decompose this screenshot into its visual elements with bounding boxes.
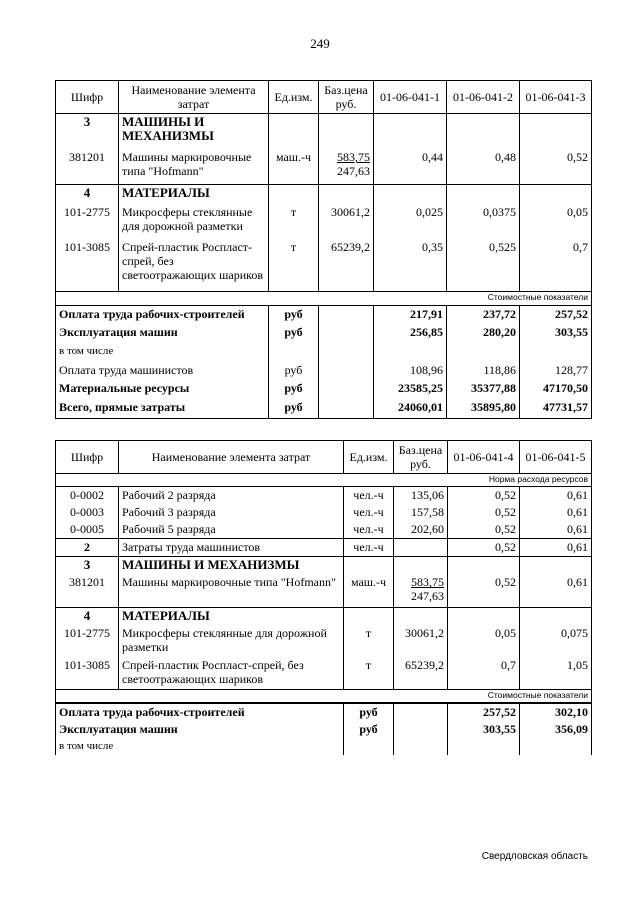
cost-row <box>56 399 592 418</box>
resource-norm-note: Норма расхода ресурсов <box>56 474 592 487</box>
cost-value-5: 356,09 <box>520 721 592 738</box>
cost-row <box>56 721 592 738</box>
table-row <box>56 486 592 504</box>
header-unit: Ед.изм. <box>344 441 394 474</box>
cost-value-2: 280,20 <box>447 324 520 343</box>
table-row <box>56 539 592 557</box>
row-code: 0-0005 <box>56 521 119 539</box>
cost-value-3: 128,77 <box>520 362 592 381</box>
cost-value-3: 47170,50 <box>520 380 592 399</box>
cost-value-2: 237,72 <box>447 305 520 324</box>
cost-value-1: 23585,25 <box>374 380 447 399</box>
row-price <box>394 574 448 607</box>
row-unit: т <box>269 204 319 239</box>
table-row <box>56 504 592 521</box>
resource-table-1 <box>55 80 592 419</box>
row-unit: т <box>344 625 394 657</box>
section-row-machines <box>56 557 592 575</box>
cost-value-1: 256,85 <box>374 324 447 343</box>
row-code: 101-3085 <box>56 239 119 291</box>
row-code: 101-2775 <box>56 625 119 657</box>
cost-value-2: 35895,80 <box>447 399 520 418</box>
row-name: Машины маркировочные типа "Hofmann" <box>119 149 269 185</box>
row-code: 101-3085 <box>56 657 119 690</box>
cost-value-5: 302,10 <box>520 703 592 721</box>
table-row <box>56 574 592 607</box>
row-name: Спрей-пластик Роспласт-спрей, без светоотражающих шариков <box>119 657 344 690</box>
cost-row <box>56 305 592 324</box>
cost-row <box>56 324 592 343</box>
table-row <box>56 657 592 690</box>
row-code: 381201 <box>56 149 119 185</box>
section-row-materials <box>56 607 592 625</box>
row-name: Рабочий 2 разряда <box>119 486 344 504</box>
cost-value-4: 257,52 <box>448 703 520 721</box>
cost-name: Эксплуатация машин <box>56 324 269 343</box>
row-value-4: 0,05 <box>448 625 520 657</box>
header-base-price: Баз.цена руб. <box>394 441 448 474</box>
header-col-041-5: 01-06-041-5 <box>520 441 592 474</box>
row-name: Машины маркировочные типа "Hofmann" <box>119 574 344 607</box>
row-value-1: 0,025 <box>374 204 447 239</box>
cost-name: в том числе <box>56 343 269 362</box>
header-code: Шифр <box>56 441 119 474</box>
section-number: 4 <box>56 607 119 625</box>
cost-name: Материальные ресурсы <box>56 380 269 399</box>
cost-row <box>56 703 592 721</box>
header-col-041-1: 01-06-041-1 <box>374 81 447 114</box>
section-title: МАТЕРИАЛЫ <box>119 185 269 204</box>
row-name: Микросферы стеклянные для дорожной разметки <box>119 625 344 657</box>
table-header-row <box>56 441 592 474</box>
cost-value-2: 35377,88 <box>447 380 520 399</box>
price-top: 583,75 <box>411 575 444 590</box>
section-number: 4 <box>56 185 119 204</box>
row-value-3: 0,05 <box>520 204 592 239</box>
cost-name: Оплата труда рабочих-строителей <box>56 305 269 324</box>
row-value-5: 0,61 <box>520 521 592 539</box>
row-value-2: 0,48 <box>447 149 520 185</box>
row-price: 65239,2 <box>394 657 448 690</box>
section-title: МАШИНЫ И МЕХАНИЗМЫ <box>119 557 344 575</box>
row-unit: чел.-ч <box>344 486 394 504</box>
row-price: 65239,2 <box>319 239 374 291</box>
resource-table-2 <box>55 440 592 755</box>
row-code: 381201 <box>56 574 119 607</box>
section-title: МАТЕРИАЛЫ <box>119 607 344 625</box>
row-unit: чел.-ч <box>344 521 394 539</box>
cost-unit: руб <box>269 305 319 324</box>
row-name: Спрей-пластик Роспласт-спрей, без светоотражающих шариков <box>119 239 269 291</box>
row-price <box>319 149 374 185</box>
cost-value-1: 24060,01 <box>374 399 447 418</box>
cost-unit: руб <box>344 703 394 721</box>
cost-unit: руб <box>269 324 319 343</box>
row-value-1: 0,35 <box>374 239 447 291</box>
section-number: 3 <box>56 114 119 150</box>
norm-note-row <box>56 474 592 487</box>
row-value-4: 0,52 <box>448 486 520 504</box>
cost-name: Всего, прямые затраты <box>56 399 269 418</box>
table-row <box>56 204 592 239</box>
cost-name: Эксплуатация машин <box>56 721 344 738</box>
price-bottom: 247,63 <box>411 589 444 604</box>
row-code: 101-2775 <box>56 204 119 239</box>
cost-value-2: 118,86 <box>447 362 520 381</box>
cost-row <box>56 380 592 399</box>
row-name: Микросферы стеклянные для дорожной разметки <box>119 204 269 239</box>
table-header-row <box>56 81 592 114</box>
row-price: 157,58 <box>394 504 448 521</box>
cost-unit: руб <box>269 362 319 381</box>
row-price: 30061,2 <box>319 204 374 239</box>
section-title: МАШИНЫ И МЕХАНИЗМЫ <box>119 114 269 150</box>
table-row <box>56 625 592 657</box>
row-value-5: 0,61 <box>520 539 592 557</box>
cost-value-1: 108,96 <box>374 362 447 381</box>
row-name: Рабочий 3 разряда <box>119 504 344 521</box>
cost-value-4: 303,55 <box>448 721 520 738</box>
row-name: Рабочий 5 разряда <box>119 521 344 539</box>
row-unit: маш.-ч <box>344 574 394 607</box>
row-value-4: 0,52 <box>448 539 520 557</box>
cost-row <box>56 738 592 755</box>
row-unit: т <box>344 657 394 690</box>
cost-unit: руб <box>269 380 319 399</box>
row-code: 0-0003 <box>56 504 119 521</box>
cost-indicators-note: Стоимостные показатели <box>56 291 592 305</box>
page-number: 249 <box>310 36 330 51</box>
cost-name: Оплата труда рабочих-строителей <box>56 703 344 721</box>
header-col-041-3: 01-06-041-3 <box>520 81 592 114</box>
row-value-4: 0,52 <box>448 504 520 521</box>
row-code: 2 <box>56 539 119 557</box>
row-value-5: 0,61 <box>520 486 592 504</box>
header-name: Наименование элемента затрат <box>119 441 344 474</box>
cost-indicators-note: Стоимостные показатели <box>56 689 592 702</box>
row-unit: чел.-ч <box>344 504 394 521</box>
row-unit: т <box>269 239 319 291</box>
price-bottom: 247,63 <box>337 164 370 179</box>
row-value-3: 0,7 <box>520 239 592 291</box>
header-col-041-2: 01-06-041-2 <box>447 81 520 114</box>
section-number: 3 <box>56 557 119 575</box>
row-value-5: 0,075 <box>520 625 592 657</box>
cost-value-3: 303,55 <box>520 324 592 343</box>
row-code: 0-0002 <box>56 486 119 504</box>
header-col-041-4: 01-06-041-4 <box>448 441 520 474</box>
header-base-price: Баз.цена руб. <box>319 81 374 114</box>
row-price: 135,06 <box>394 486 448 504</box>
table-row <box>56 239 592 291</box>
section-row-machines <box>56 114 592 150</box>
row-price: 30061,2 <box>394 625 448 657</box>
cost-unit: руб <box>269 399 319 418</box>
section-row-materials <box>56 185 592 204</box>
row-value-4: 0,7 <box>448 657 520 690</box>
row-value-3: 0,52 <box>520 149 592 185</box>
cost-name: в том числе <box>56 738 344 755</box>
table-row <box>56 149 592 185</box>
header-name: Наименование элемента затрат <box>119 81 269 114</box>
cost-note-row <box>56 689 592 702</box>
footer-region: Свердловская область <box>481 851 588 862</box>
table-row <box>56 521 592 539</box>
row-unit: чел.-ч <box>344 539 394 557</box>
header-unit: Ед.изм. <box>269 81 319 114</box>
row-value-4: 0,52 <box>448 521 520 539</box>
cost-unit: руб <box>344 721 394 738</box>
cost-name: Оплата труда машинистов <box>56 362 269 381</box>
cost-note-row <box>56 291 592 305</box>
cost-value-3: 257,52 <box>520 305 592 324</box>
cost-value-1: 217,91 <box>374 305 447 324</box>
row-value-2: 0,0375 <box>447 204 520 239</box>
row-price: 202,60 <box>394 521 448 539</box>
row-value-4: 0,52 <box>448 574 520 607</box>
header-code: Шифр <box>56 81 119 114</box>
row-value-5: 1,05 <box>520 657 592 690</box>
row-unit: маш.-ч <box>269 149 319 185</box>
cost-row <box>56 362 592 381</box>
row-value-5: 0,61 <box>520 504 592 521</box>
row-name: Затраты труда машинистов <box>119 539 344 557</box>
row-value-2: 0,525 <box>447 239 520 291</box>
row-value-1: 0,44 <box>374 149 447 185</box>
cost-value-3: 47731,57 <box>520 399 592 418</box>
price-top: 583,75 <box>337 150 370 165</box>
row-value-5: 0,61 <box>520 574 592 607</box>
cost-row <box>56 343 592 362</box>
